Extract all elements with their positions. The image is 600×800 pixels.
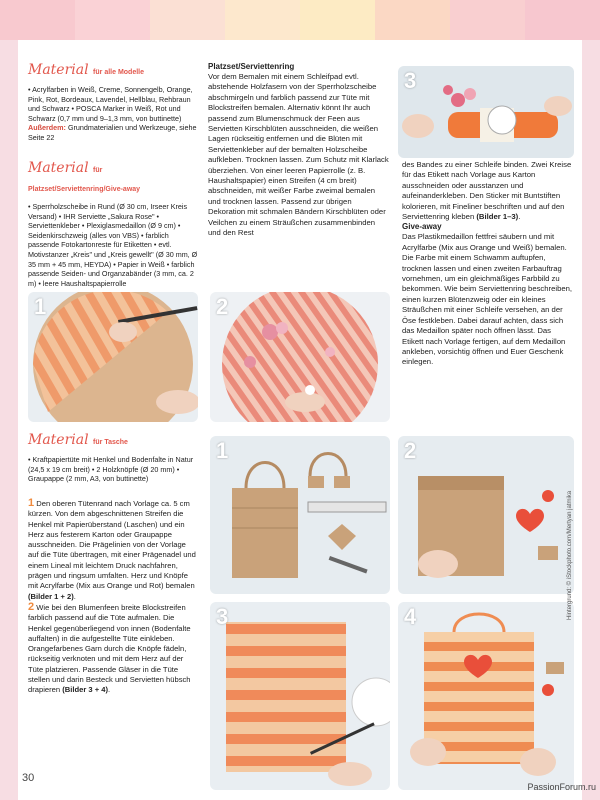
material-subtitle: für Tasche bbox=[93, 439, 128, 446]
material-title: Material bbox=[28, 62, 89, 78]
header-stripes bbox=[0, 0, 600, 40]
stripe bbox=[375, 0, 450, 40]
photo-number: 1 bbox=[34, 294, 47, 319]
napkin-ring-illustration bbox=[398, 66, 574, 158]
photo-credit: Hintergrund: © iStockphoto.com/Mertyan jatmika bbox=[567, 490, 573, 620]
photo-number: 1 bbox=[216, 438, 229, 463]
steps bbox=[28, 498, 198, 696]
section-heading: Give-away bbox=[402, 222, 442, 232]
disc-illustration bbox=[28, 292, 198, 422]
extra-text: Grundmaterialien und Werkzeuge, siehe Seite 22 bbox=[28, 123, 197, 142]
stripe bbox=[225, 0, 300, 40]
photo-number: 4 bbox=[404, 604, 417, 629]
photo-disc-blossoms bbox=[210, 292, 390, 422]
material-tasche bbox=[28, 432, 198, 484]
photo-number: 2 bbox=[216, 294, 229, 319]
photo-disc-painting bbox=[28, 292, 198, 422]
section-ref: (Bilder 1–3) bbox=[476, 212, 519, 222]
giveaway-section bbox=[402, 160, 574, 368]
photo-number: 3 bbox=[404, 68, 417, 93]
step-number: 2 bbox=[28, 600, 35, 613]
material-platzset bbox=[28, 160, 198, 288]
material-list: • Kraftpapiertüte mit Henkel und Bodenfalte in Natur (24,5 x 19 cm breit) • 2 Holzknöpfe (Ø 20 mm) • Graupappe (2 mm, A3, von buttinette) bbox=[28, 455, 194, 484]
stripe bbox=[300, 0, 375, 40]
step-end: . bbox=[108, 685, 111, 695]
material-title: Material bbox=[28, 160, 89, 176]
page-number: 30 bbox=[22, 772, 35, 784]
section-heading: Platzset/Serviettenring bbox=[208, 62, 295, 71]
photo-bag-step-4 bbox=[398, 602, 574, 790]
photo-napkin-ring bbox=[398, 66, 574, 158]
stripe bbox=[0, 0, 75, 40]
section-text: Das Plastikmedaillon fettfrei säubern und mit Acrylfarbe (Mix aus Orange und Weiß) bemalen. Die Farbe mit einem Schwamm auftupfen, trocknen lassen und einen zweiten Farbauftrag vornehmen, um ein gleichmäßiges Farbbild zu bekommen. Wie beim Serviettenring beschreiben, einen kurzen Blütenzweig oder ein kleines Sträußchen mit einer Schleife versehen, an der Öse festkleben. Dabei darauf achten, dass sich das Medaillon später noch öffnen lässt. Das Etikett nach Vorlage fertigen, auf dem Medaillon ankleben, vorsichtig öffnen und Euer Geschenk einlegen. bbox=[402, 232, 573, 367]
bag-painting-illustration bbox=[210, 602, 390, 790]
material-list: • Sperrholzscheibe in Rund (Ø 30 cm, Irseer Kreis Versand) • IHR Serviette „Sakura Rose" • Serviettenkleber • Plexiglasmedaillon (Ø 9 cm) • Seidenkirschzweig (alles von VBS) • farblich passende Fotokartonreste für Etiketten • evtl. Motivstanzer „Kreis" und „Kreis gewellt" (Ø 30 mm, Ø 35 mm + 45 mm, HEYDA) • Papier in Weiß • farblich passende Seiden- und Organzabänder (3 mm, ca. 2 m) • leere Haushaltspapierrolle bbox=[28, 202, 198, 288]
watermark: PassionForum.ru bbox=[527, 782, 596, 792]
stripe bbox=[75, 0, 150, 40]
step-number: 1 bbox=[28, 497, 35, 509]
step-end: . bbox=[73, 591, 76, 601]
bag-cutout-illustration bbox=[210, 436, 390, 594]
extra-label: Außerdem: bbox=[28, 123, 66, 133]
photo-bag-step-1 bbox=[210, 436, 390, 594]
bag-finished-illustration bbox=[398, 602, 574, 790]
step-text: Wie bei den Blumenfeen breite Blockstreifen farblich passend auf die Tüte aufmalen. Die Henkel gegenüberliegend von innen (Bodenfalte auffalten) in die aufgestellte Tüte einkleben. Orangefarbenes Garn durch die Knöpfe fädeln, rückseitig verknoten und mit dem Herz auf der Tüte platzieren. Passende Gläser in die Tüte stellen und darin Besteck und Servietten hübsch drapieren bbox=[28, 602, 191, 695]
step-1 bbox=[28, 498, 198, 602]
step-ref: (Bilder 3 + 4) bbox=[62, 685, 109, 695]
photo-number: 3 bbox=[216, 604, 229, 629]
bag-heart-illustration bbox=[398, 436, 574, 594]
material-list: • Acrylfarben in Weiß, Creme, Sonnengelb, Orange, Pink, Rot, Bordeaux, Lavendel, Hellblau, Rehbraun und Schwarz • POSCA Marker in Weiß, Rot und Schwarz (0,7 mm und 9–1,3 mm, von buttinette) bbox=[28, 85, 193, 123]
section-text: des Bandes zu einer Schleife binden. Zwei Kreise für das Etikett nach Vorlage aus Karton ausschneiden oder ausstanzen und aufeinanderkleben. Den Sticker mit Buntstiften kolorieren, mit Fineliner beschriften und auf den Serviettenring kleben bbox=[402, 160, 572, 222]
step-ref: (Bilder 1 + 2) bbox=[28, 591, 74, 601]
material-title: Material bbox=[28, 432, 89, 448]
stripe bbox=[150, 0, 225, 40]
platzset-section bbox=[208, 62, 390, 239]
step-2 bbox=[28, 602, 198, 696]
material-subtitle: für Platzset/Serviettenring/Give-away bbox=[28, 167, 141, 193]
material-subtitle: für alle Modelle bbox=[93, 69, 145, 76]
photo-bag-step-2 bbox=[398, 436, 574, 594]
stripe bbox=[525, 0, 600, 40]
disc-blossoms-illustration bbox=[210, 292, 390, 422]
photo-number: 2 bbox=[404, 438, 417, 463]
section-text: Vor dem Bemalen mit einem Schleifpad evtl. abstehende Holzfasern von der Sperrholzscheibe abschmirgeln und farblich passend zur Tüte mit Blockstreifen bemalen. Alternativ könnt Ihr auch passend zum Blumenschmuck der Feen aus Servietten Kirschblüten ausschneiden, die weißen Lagen rückseitig entfernen und die Blüten mit Serviettenkleber auf der bemalten Holzscheibe aufkleben. Trocknen lassen. Zum Schutz mit Klarlack überziehen. Von einer leeren Papierrolle (z. B. Haushaltspapier) einen Streifen (4 cm breit) abschneiden, mit weißer Farbe zweimal bemalen und trocknen lassen. Passend zur übrigen Dekoration mit schmalen Bändern Kirschblüten oder Veilchen zu einem Sträußchen zusammenbinden und den Rest bbox=[208, 72, 389, 238]
material-all bbox=[28, 62, 198, 143]
stripe bbox=[450, 0, 525, 40]
magazine-page bbox=[18, 40, 582, 800]
section-end: . bbox=[518, 212, 521, 222]
photo-bag-step-3 bbox=[210, 602, 390, 790]
step-text: Den oberen Tütenrand nach Vorlage ca. 5 cm kürzen. Von dem abgeschnittenen Streifen die Henkel mit Papierüberstand (Laschen) und ein Herz aus festerem Karton oder Graupappe ausschneiden. Die Prägelinien von der Vorlage auf die Tüte übertragen, mit einer Prägenadel und einem Lineal mit leichtem Druck nachfahren, prägen und ringsum umfalten. Herz und Knöpfe mit Acrylfarbe (Mix aus Orange und Rot) bemalen bbox=[28, 499, 196, 591]
